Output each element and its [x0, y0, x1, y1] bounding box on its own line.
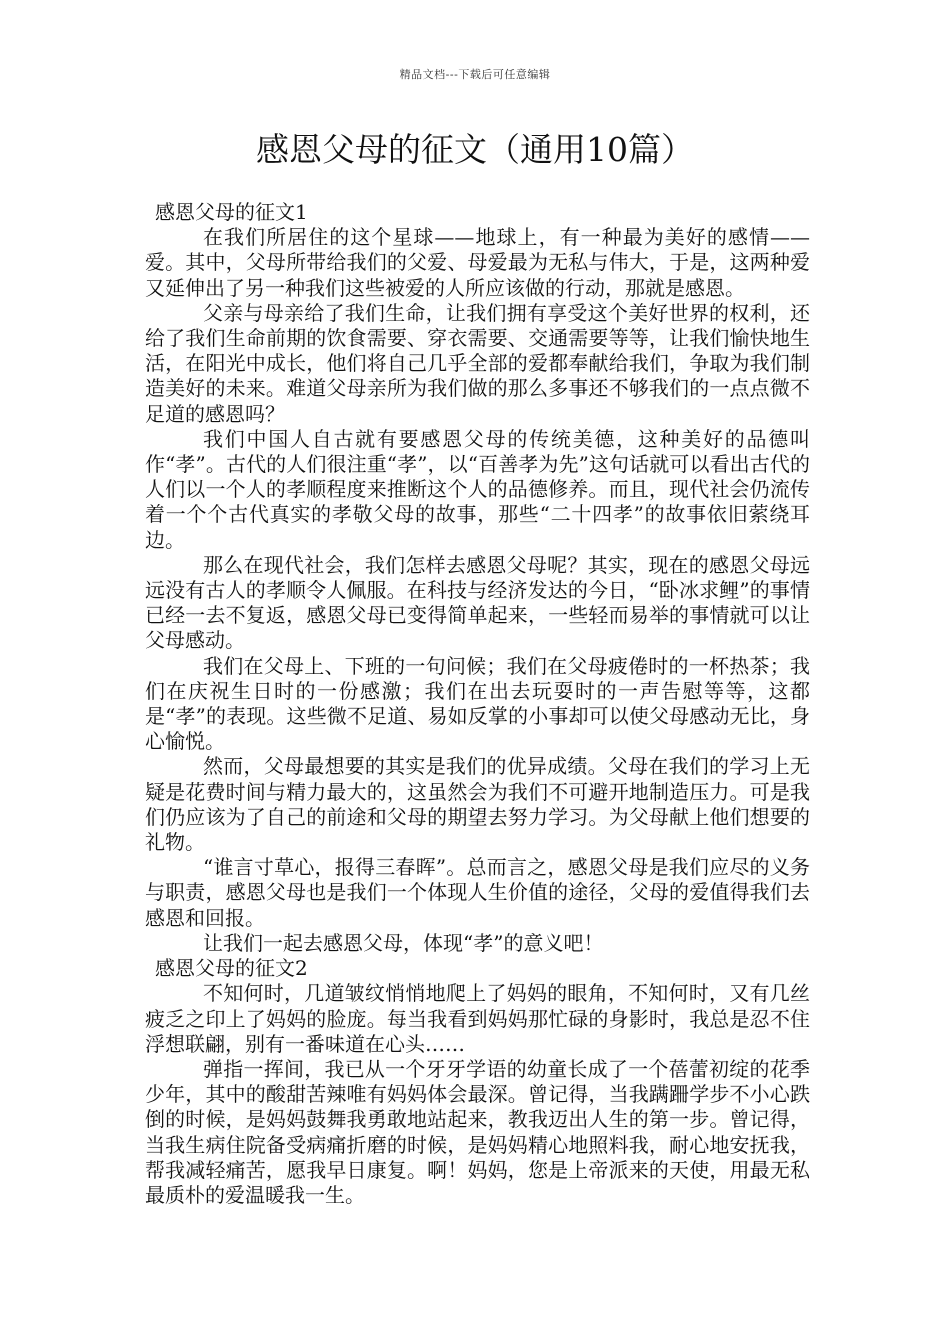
paragraph: 我们中国人自古就有要感恩父母的传统美德，这种美好的品德叫作“孝”。古代的人们很注重“孝”，以“百善孝为先”这句话就可以看出古代的人们以一个人的孝顺程度来推断这个人的品德修养。而且，现代社会仍流传着一个个古代真实的孝敬父母的故事，那些“二十四孝”的故事依旧萦绕耳边。 [145, 426, 810, 552]
section-heading: 感恩父母的征文1 [155, 200, 308, 224]
section-heading: 感恩父母的征文2 [155, 956, 308, 981]
header-note: 精品文档---下载后可任意编辑 [399, 68, 551, 81]
document-title: 感恩父母的征文（通用10篇） [256, 130, 694, 169]
paragraph: 那么在现代社会，我们怎样去感恩父母呢？其实，现在的感恩父母远远没有古人的孝顺令人佩服。在科技与经济发达的今日，“卧冰求鲤”的事情已经一去不复返，感恩父母已变得简单起来，一些轻而易举的事情就可以让父母感动。 [145, 552, 810, 653]
document-body [145, 200, 810, 1208]
paragraph: 然而，父母最想要的其实是我们的优异成绩。父母在我们的学习上无疑是花费时间与精力最大的，这虽然会为我们不可避开地制造压力。可是我们仍应该为了自己的前途和父母的期望去努力学习。为父母献上他们想要的礼物。 [145, 754, 810, 855]
paragraph: 我们在父母上、下班的一句问候；我们在父母疲倦时的一杯热茶；我们在庆祝生日时的一份感激；我们在出去玩耍时的一声告慰等等，这都是“孝”的表现。这些微不足道、易如反掌的小事却可以使父母感动无比，身心愉悦。 [145, 653, 810, 754]
paragraph: “谁言寸草心，报得三春晖”。总而言之，感恩父母是我们应尽的义务与职责，感恩父母也是我们一个体现人生价值的途径，父母的爱值得我们去感恩和回报。 [145, 855, 810, 930]
paragraph: 让我们一起去感恩父母，体现“孝”的意义吧！ [203, 930, 604, 955]
paragraph: 父亲与母亲给了我们生命，让我们拥有享受这个美好世界的权利，还给了我们生命前期的饮食需要、穿衣需要、交通需要等等，让我们愉快地生活，在阳光中成长，他们将自己几乎全部的爱都奉献给我们，争取为我们制造美好的未来。难道父母亲所为我们做的那么多事还不够我们的一点点微不足道的感恩吗？ [145, 300, 810, 426]
paragraph: 弹指一挥间，我已从一个牙牙学语的幼童长成了一个蓓蕾初绽的花季少年，其中的酸甜苦辣唯有妈妈体会最深。曾记得，当我蹒跚学步不小心跌倒的时候，是妈妈鼓舞我勇敢地站起来，教我迈出人生的第一步。曾记得，当我生病住院备受病痛折磨的时候，是妈妈精心地照料我，耐心地安抚我，帮我减轻痛苦，愿我早日康复。啊！妈妈，您是上帝派来的天使，用最无私最质朴的爱温暖我一生。 [145, 1056, 810, 1207]
paragraph: 不知何时，几道皱纹悄悄地爬上了妈妈的眼角，不知何时，又有几丝疲乏之印上了妈妈的脸庞。每当我看到妈妈那忙碌的身影时，我总是忍不住浮想联翩，别有一番味道在心头…… [145, 981, 810, 1056]
paragraph: 在我们所居住的这个星球——地球上，有一种最为美好的感情——爱。其中，父母所带给我们的父爱、母爱最为无私与伟大，于是，这两种爱又延伸出了另一种我们这些被爱的人所应该做的行动，那就是感恩。 [145, 225, 810, 300]
